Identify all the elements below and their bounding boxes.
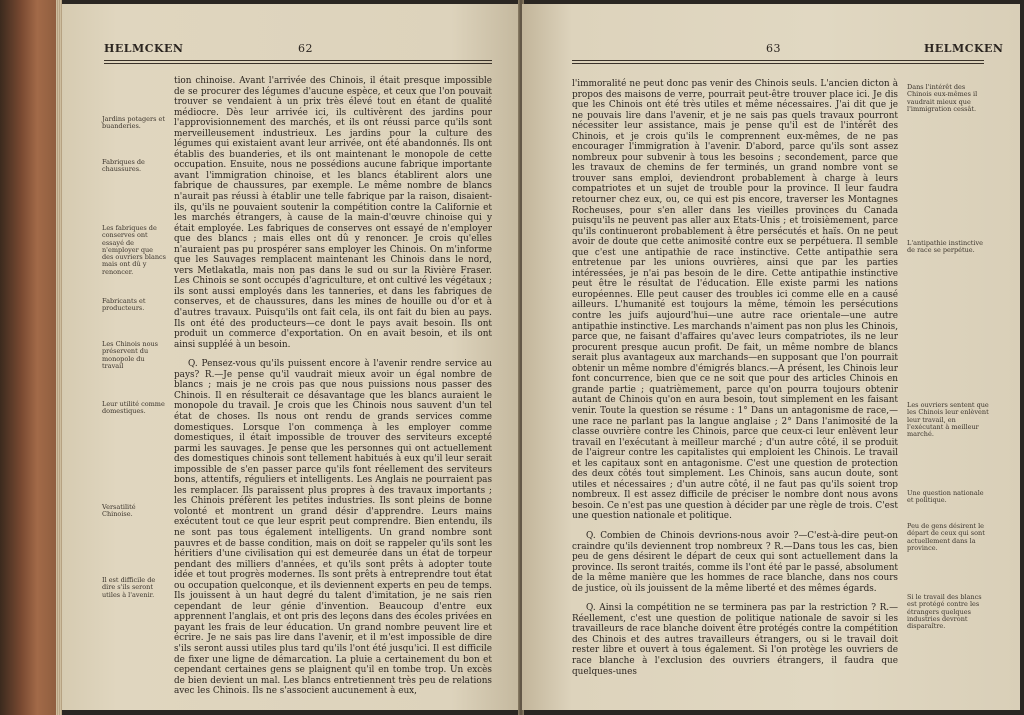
right-sidenote-5: Peu de gens désirent le départ de ceux qui sont actuellement dans la province. [907, 522, 985, 552]
right-paragraph-2: Q. Combien de Chinois devrions-nous avoir ?—C'est-à-dire peut-on craindre qu'ils deviennent trop nombreux ? R.—Dans tous les cas, bien peu de gens désirent le départ de ceux qui sont actuellement dans la province. Ils seront traités, comme ils l'ont été par le passé, absolument de la même manière que les hommes de race blanche, dans nos cours de justice, où ils jouissent de la même liberté et des mêmes égards. [572, 530, 898, 594]
left-sidenote-6: Leur utilité comme domestiques. [102, 400, 165, 416]
right-paragraph-3: Q. Ainsi la compétition ne se terminera pas par la restriction ? R.—Réellement, c'est une question de politique nationale de savoir si les travailleurs de race blanche doivent être protégés contre la compétition des Chinois et des autres travailleurs étrangers, ou si le travail doit rester libre et ouvert à tous également. Si l'on protège les ouvriers de race blanche à l'exclusion des ouvriers étrangers, il faudra que quelques-unes [572, 603, 898, 677]
right-header-rule [572, 60, 984, 61]
right-sidenote-3: Les ouvriers sentent que les Chinois leur enlèvent leur travail, en l'exécutant à meilleur marché. [907, 401, 989, 439]
left-running-header: HELMCKEN [104, 42, 184, 55]
left-body [174, 76, 492, 697]
left-sidenote-3: Les fabriques de conserves ont essayé de n'employer que des ouvriers blancs mais ont dû y renoncer. [102, 224, 167, 276]
left-sidenote-4: Fabricants et producteurs. [102, 297, 146, 313]
right-sidenote-1: Dans l'intérêt des Chinois eux-mêmes il vaudrait mieux que l'immigration cessât. [907, 83, 978, 113]
right-page-number: 63 [766, 42, 781, 55]
left-page-number: 62 [298, 42, 313, 55]
right-body [572, 79, 898, 677]
right-paragraph-1: l'immoralité ne peut donc pas venir des Chinois seuls. L'ancien dicton à propos des maisons de verre, pourrait peut-être trouver place ici. Je dis que les Chinois ont été très utiles et même nécessaires. J'ai dit que je ne pouvais lire dans l'avenir, et je ne sais pas quels travaux pourront nécessiter leur assistance, mais je pense qu'il est de l'intérêt des Chinois, et je crois qu'ils le comprennent eux-mêmes, de ne pas encourager l'immigration à l'avenir. D'abord, parce qu'ils sont assez nombreux pour subvenir à tous les besoins ; secondement, parce que les travaux de chemins de fer terminés, un grand nombre vont se trouver sans emploi, deviendront probablement à charge à leurs compatriotes et un sujet de trouble pour la province. Il leur faudra retourner chez eux, ou, ce qui est pis encore, traverser les Montagnes Rocheuses, pour s'en aller dans les vieilles provinces du Canada puisqu'ils ne peuvent pas aller aux Etats-Unis ; et troisièmement, parce qu'ils continueront probablement à être persécutés et haïs. On ne peut avoir de doute que cette animosité contre eux se perpétuera. Il semble que c'est une antipathie de race instinctive. Cette antipathie sera entretenue par les unions ouvrières, ainsi que par les parties intéressées, je n'ai pas besoin de le dire. Cette antipathie instinctive peut être le résultat de l'éducation. Elle existe parmi les nations européennes. Elle peut causer des troubles ici comme elle en a causé ailleurs. L'humanité est toujours la même, témoin les persécutions contre les juifs aujourd'hui—une autre race orientale—une autre antipathie instinctive. Les marchands n'aiment pas non plus les Chinois, parce que, ne faisant d'affaires qu'avec leurs compatriotes, ils ne leur procurent presque aucun profit. De fait, un même nombre de blancs serait plus avantageux aux marchands—en supposant que l'on pourrait obtenir un même nombre d'émigrés blancs.—A présent, les Chinois leur font concurrence, bien que ce ne soit que pour des articles Chinois en grande partie ; quatrièmement, parce qu'on pourra toujours obtenir autant de Chinois qu'on en aura besoin, tout simplement en les faisant venir. Toute la question se résume : 1° Dans un antagonisme de race,—une race ne parlant pas la langue anglaise ; 2° Dans l'animosité de la classe ouvrière contre les Chinois, parce que ceux-ci leur enlèvent leur travail en l'exécutant à meilleur marché ; d'un autre côté, il se produit de l'aigreur contre les capitalistes qui emploient les Chinois. Le travail et les capitaux sont en antagonisme. C'est une question de protection des deux côtés tout simplement. Les Chinois, sans aucun doute, sont utiles et nécessaires ; d'un autre côté, il ne faut pas qu'ils soient trop nombreux. Il est assez difficile de préciser le nombre dont nous avons besoin. Ce n'est pas une question à décider par une règle de trois. C'est une question nationale et politique. [572, 79, 899, 522]
book-page-edges [0, 0, 62, 715]
right-sidenote-2: L'antipathie instinctive de race se perpétue. [907, 239, 984, 255]
left-paragraph-2: Q. Pensez-vous qu'ils puissent encore à l'avenir rendre service au pays? R.—Je pense qu'il vaudrait mieux avoir un égal nombre de blancs ; mais je ne crois pas que nous puissions nous passer des Chinois. Il en résulterait ce désavantage que les blancs auraient le monopole du travail. Je crois que les Chinois nous sauvent d'un tel état de choses. Ils nous ont rendu de grands services comme domestiques. Lorsque l'on commença à les employer comme domestiques, il était impossible de trouver des serviteurs excepté parmi les sauvages. Je pense que les personnes qui ont actuellement des domestiques chinois sont tellement habitués à eux qu'il leur serait impossible de s'en passer parce qu'ils font réellement des serviteurs bons, attentifs, réguliers et intelligents. Les Anglais ne pourraient pas les remplacer. Ils paraissent plus propres à des travaux importants ; les Chinois préfèrent les petites industries. Ils sont pleins de bonne volonté et montrent un grand désir d'apprendre. Leurs mains exécutent tout ce que leur esprit peut comprendre. Bien entendu, ils ne sont pas tous également intelligents. Un grand nombre sont pauvres et de basse condition, mais on doit se rappeler qu'ils sont les héritiers d'une civilisation qui est demeurée dans un état de torpeur pendant des milliers d'années, et qu'ils sont prêts à adopter toute idée et tout progrès modernes. Ils sont prêts à entreprendre tout état ou occupation quelconque, et ils deviennent experts en peu de temps. Ils jouissent à un haut degré du talent d'imitation, je ne sais rien cependant de leur génie d'invention. Beaucoup d'entre eux apprennent l'anglais, et ont pris des leçons dans des écoles privées en payant les frais de leur éducation. Un grand nombre peuvent lire et écrire. Je ne sais pas lire dans l'avenir, et il m'est impossible de dire s'ils seront aussi utiles plus tard qu'ils l'ont été jusqu'ici. Il est difficile de fixer une ligne de démarcation. La pluie a certainement du bon et cependant certaines gens se plaignent qu'il en tombe trop. Un excès de bien devient un mal. Les blancs entretiennent très peu de relations avec les Chinois. Ils ne s'associent aucunement à eux, [174, 359, 492, 697]
left-sidenote-1: Jardins potagers et buanderies. [102, 115, 165, 131]
left-sidenote-8: Il est difficile de dire s'ils seront utiles à l'avenir. [102, 576, 156, 599]
right-sidenote-4: Une question nationale et politique. [907, 489, 984, 505]
left-sidenote-2: Fabriques de chaussures. [102, 158, 145, 174]
left-header-rule [104, 60, 492, 61]
left-sidenote-5: Les Chinois nous préservent du monopole du travail [102, 340, 159, 370]
right-header-rule-thin [572, 63, 984, 64]
right-sidenote-6: Si le travail des blancs est protégé contre les étrangers quelques industries devront disparaître. [907, 593, 982, 631]
right-page [522, 4, 1020, 710]
left-header-rule-thin [104, 63, 492, 64]
left-sidenote-7: Versatilité Chinoise. [102, 503, 136, 519]
left-paragraph-1: tion chinoise. Avant l'arrivée des Chinois, il était presque impossible de se procurer des légumes d'aucune espèce, et ceux que l'on pouvait trouver se vendaient à un prix très élevé tout en étant de qualité médiocre. Dès leur arrivée ici, ils cultivèrent des jardins pour l'approvisionnement des marchés, et ils ont réussi parce qu'ils sont merveilleusement industrieux. Les jardins pour la culture des légumes qui existaient avant leur arrivée, ont été abandonnés. Ils ont établis des buanderies, et ils ont maintenant le monopole de cette occupation. Ensuite, nous ne possédions aucune fabrique importante avant l'immigration chinoise, et les blancs établirent alors une fabrique de chaussures, par exemple. Le même nombre de blancs n'aurait pas réussi à établir une telle fabrique par la raison, disaient-ils, qu'ils ne pouvaient soutenir la compétition contre la Californie et les marchés étrangers, à cause de la main-d'œuvre chinoise qui y était employée. Les fabriques de conserves ont essayé de n'employer que des blancs ; mais elles ont dû y renoncer. Je crois qu'elles n'auraient pas pu prospérer sans employer les Chinois. On m'informe que les Sauvages remplacent maintenant les Chinois dans le nord, vers Metlakatla, mais non pas dans le sud ou sur la Rivière Fraser. Les Chinois se sont occupés d'agriculture, et ont cultivé les végétaux ; ils sont aussi employés dans les tanneries, et dans les fabriques de conserves, et de chaussures, dans les mines de houille ou d'or et à d'autres travaux. Puisqu'ils ont fait cela, ils ont fait du bien au pays. Ils ont été des producteurs—ce dont le pays avait besoin. Ils ont produit un commerce d'exportation. On en avait besoin, et ils ont ainsi suppléé à un besoin. [174, 76, 492, 350]
left-page [62, 4, 520, 710]
right-running-header: HELMCKEN [924, 42, 1004, 55]
